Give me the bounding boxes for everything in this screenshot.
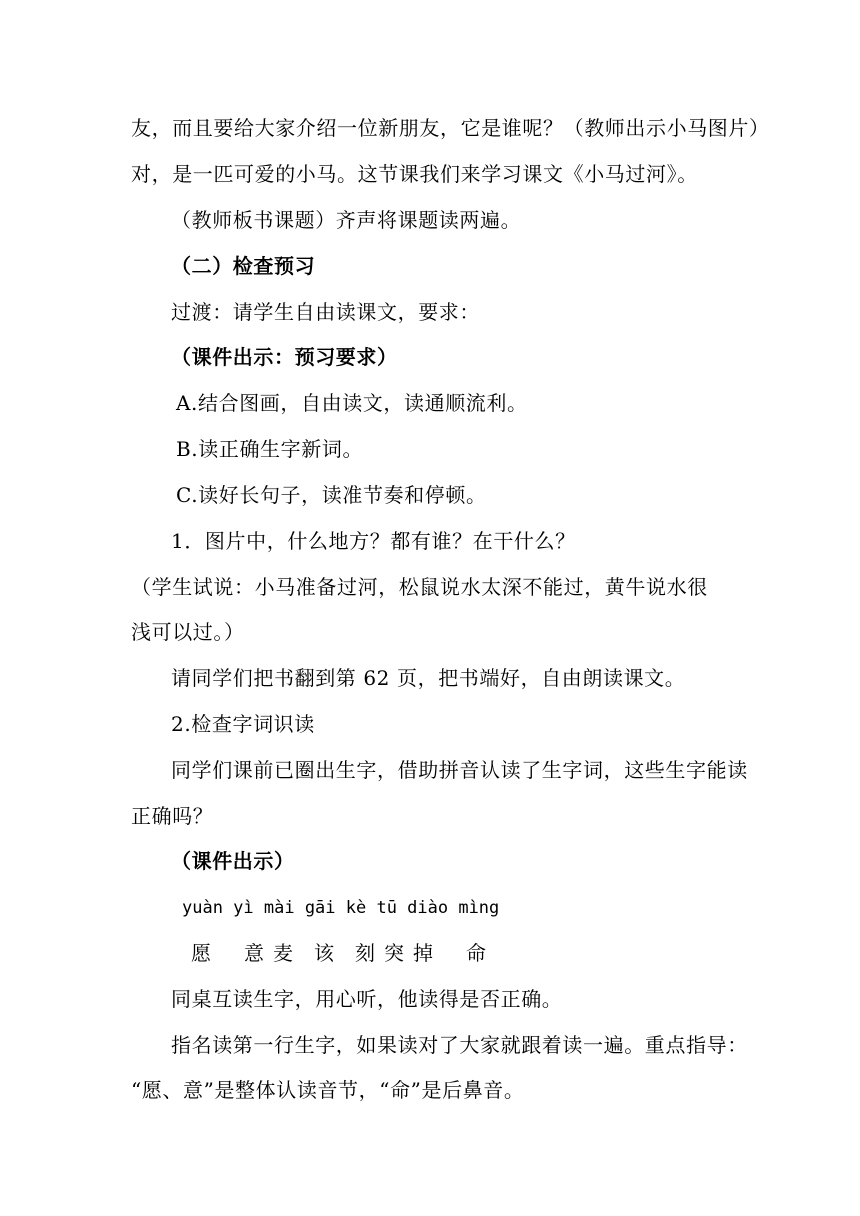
paragraph-line: “愿、意”是整体认读音节，“命”是后鼻音。 xyxy=(131,1078,525,1102)
paragraph-line: 过渡：请学生自由读课文，要求： xyxy=(171,300,480,324)
paragraph-line: 请同学们把书翻到第 62 页，把书端好，自由朗读课文。 xyxy=(171,666,686,690)
requirement-item: C.读好长句子，读准节奏和停顿。 xyxy=(176,483,487,507)
character: 愿 xyxy=(191,941,212,965)
character: 意 xyxy=(244,941,265,965)
requirement-item: A.结合图画，自由读文，读通顺流利。 xyxy=(176,391,528,415)
paragraph-line: 指名读第一行生字，如果读对了大家就跟着读一遍。重点指导： xyxy=(171,1033,748,1057)
courseware-heading: （课件出示：预习要求） xyxy=(171,345,398,369)
pinyin-line: yuàn yì mài gāi kè tū diào mìng xyxy=(182,898,500,918)
paragraph-line: （学生试说：小马准备过河，松鼠说水太深不能过，黄牛说水很 xyxy=(131,575,708,599)
paragraph-line: 1．图片中，什么地方？都有谁？在干什么？ xyxy=(171,529,576,553)
character: 突 xyxy=(384,941,405,965)
character-row xyxy=(0,941,860,965)
paragraph-line: 友，而且要给大家介绍一位新朋友，它是谁呢？（教师出示小马图片） xyxy=(131,116,770,140)
paragraph-line: 对，是一匹可爱的小马。这节课我们来学习课文《小马过河》。 xyxy=(131,162,698,186)
paragraph-line: 同桌互读生字，用心听，他读得是否正确。 xyxy=(171,987,563,1011)
character: 掉 xyxy=(413,941,434,965)
paragraph-line: （教师板书课题）齐声将课题读两遍。 xyxy=(171,208,522,232)
paragraph-line: 浅可以过。） xyxy=(131,620,245,644)
character: 刻 xyxy=(355,941,376,965)
section-heading: （二）检查预习 xyxy=(171,254,316,278)
paragraph-line: 正确吗？ xyxy=(131,804,214,828)
subsection-heading: 2.检查字词识读 xyxy=(171,712,315,736)
requirement-item: B.读正确生字新词。 xyxy=(176,437,364,461)
character: 该 xyxy=(314,941,335,965)
courseware-heading: （课件出示） xyxy=(171,849,295,873)
paragraph-line: 同学们课前已圈出生字，借助拼音认读了生字词，这些生字能读 xyxy=(171,758,748,782)
character: 命 xyxy=(466,941,487,965)
character: 麦 xyxy=(273,941,294,965)
